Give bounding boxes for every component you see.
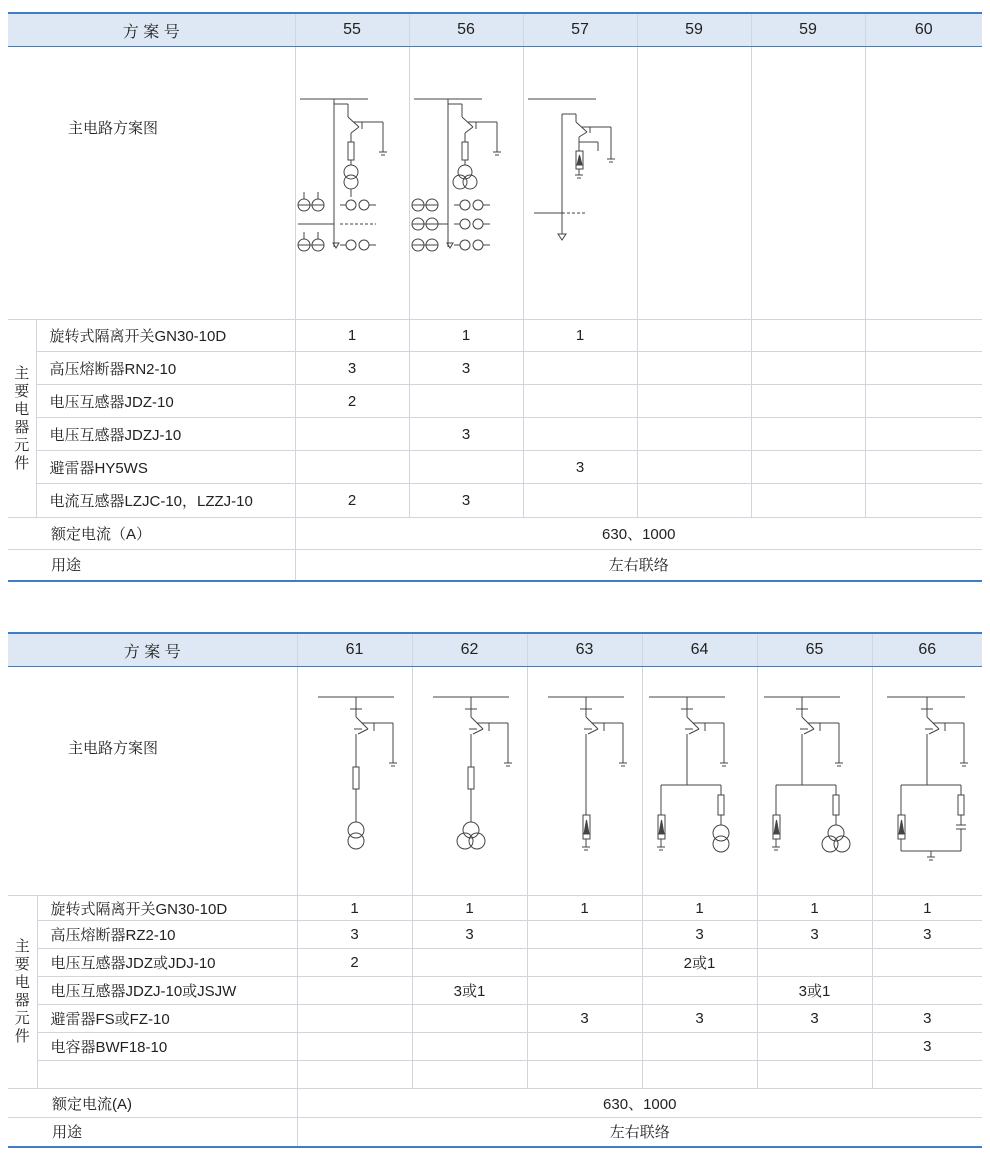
main-components-group-label: 主 要 电 器 元 件 [8, 320, 36, 518]
component-qty: 2 [297, 949, 412, 977]
component-qty: 1 [527, 896, 642, 921]
component-name: 电压互感器JDZ或JDJ-10 [37, 949, 297, 977]
component-qty: 3 [872, 1033, 982, 1061]
component-qty: 2 [295, 385, 409, 418]
scheme-number: 55 [295, 13, 409, 47]
component-qty [409, 385, 523, 418]
scheme-number: 60 [865, 13, 982, 47]
component-qty [412, 1033, 527, 1061]
scheme-number-header: 方 案 号 [8, 633, 297, 667]
usage-label: 用途 [37, 1118, 297, 1147]
component-name: 高压熔断器RN2-10 [36, 352, 295, 385]
circuit-diagram-56 [409, 47, 523, 320]
component-qty: 3 [872, 1005, 982, 1033]
scheme-table-1 [8, 12, 982, 582]
usage-label: 用途 [36, 550, 295, 581]
component-name: 电压互感器JDZ-10 [36, 385, 295, 418]
component-qty [412, 1005, 527, 1033]
component-qty [295, 418, 409, 451]
circuit-diagram-62 [412, 667, 527, 896]
scheme-number: 66 [872, 633, 982, 667]
component-qty [527, 1033, 642, 1061]
component-qty: 3 [527, 1005, 642, 1033]
component-qty: 3 [297, 921, 412, 949]
component-name [37, 1061, 297, 1089]
scheme-table-2 [8, 632, 982, 1148]
component-name: 高压熔断器RZ2-10 [37, 921, 297, 949]
component-qty [865, 451, 982, 484]
scheme-number: 59 [637, 13, 751, 47]
component-qty [642, 977, 757, 1005]
circuit-diagram-64 [642, 667, 757, 896]
component-qty [412, 1061, 527, 1089]
component-name: 电容器BWF18-10 [37, 1033, 297, 1061]
component-qty [637, 418, 751, 451]
diagram-label: 主电路方案图 [8, 667, 297, 896]
component-qty: 3 [642, 921, 757, 949]
component-qty [757, 1061, 872, 1089]
circuit-diagram-61 [297, 667, 412, 896]
component-qty [297, 1005, 412, 1033]
component-qty [523, 484, 637, 518]
spacer-cell [8, 1089, 37, 1118]
component-qty [865, 320, 982, 352]
component-qty: 1 [295, 320, 409, 352]
component-qty [751, 451, 865, 484]
scheme-number: 62 [412, 633, 527, 667]
scheme-number: 64 [642, 633, 757, 667]
component-qty [527, 977, 642, 1005]
component-qty [865, 484, 982, 518]
component-qty: 1 [757, 896, 872, 921]
circuit-diagram-63 [527, 667, 642, 896]
component-qty [637, 385, 751, 418]
rated-current-label: 额定电流(A) [37, 1089, 297, 1118]
component-qty [757, 949, 872, 977]
component-qty [751, 320, 865, 352]
component-name: 电压互感器JDZJ-10 [36, 418, 295, 451]
component-qty: 1 [642, 896, 757, 921]
component-qty [409, 451, 523, 484]
component-qty [527, 949, 642, 977]
component-qty [642, 1061, 757, 1089]
circuit-diagram-57 [523, 47, 637, 320]
scheme-number: 61 [297, 633, 412, 667]
circuit-diagram-66 [872, 667, 982, 896]
component-qty [297, 1033, 412, 1061]
scheme-number: 56 [409, 13, 523, 47]
main-components-group-label: 主 要 电 器 元 件 [8, 896, 37, 1089]
scheme-number-header: 方 案 号 [8, 13, 295, 47]
component-qty [872, 1061, 982, 1089]
component-name: 旋转式隔离开关GN30-10D [36, 320, 295, 352]
component-name: 电压互感器JDZJ-10或JSJW [37, 977, 297, 1005]
component-qty: 3 [757, 921, 872, 949]
component-name: 电流互感器LZJC-10，LZZJ-10 [36, 484, 295, 518]
component-qty [751, 418, 865, 451]
component-qty [751, 385, 865, 418]
component-name: 避雷器HY5WS [36, 451, 295, 484]
component-qty: 3或1 [412, 977, 527, 1005]
component-qty: 3 [295, 352, 409, 385]
component-qty: 2或1 [642, 949, 757, 977]
component-qty: 1 [523, 320, 637, 352]
component-qty: 1 [297, 896, 412, 921]
rated-current-label: 额定电流（A） [36, 518, 295, 550]
usage-value: 左右联络 [297, 1118, 982, 1147]
component-qty [751, 484, 865, 518]
circuit-diagram-65 [757, 667, 872, 896]
component-qty: 2 [295, 484, 409, 518]
component-qty [865, 385, 982, 418]
component-qty [637, 451, 751, 484]
component-qty: 1 [409, 320, 523, 352]
component-qty [523, 385, 637, 418]
component-qty: 3 [523, 451, 637, 484]
diagram-label: 主电路方案图 [8, 47, 295, 320]
component-qty [295, 451, 409, 484]
component-qty [297, 977, 412, 1005]
component-qty: 3 [757, 1005, 872, 1033]
component-qty: 1 [412, 896, 527, 921]
usage-value: 左右联络 [295, 550, 982, 581]
component-qty: 3 [409, 484, 523, 518]
component-qty [642, 1033, 757, 1061]
component-qty: 3 [409, 418, 523, 451]
scheme-number: 63 [527, 633, 642, 667]
component-qty [527, 921, 642, 949]
component-qty: 3 [642, 1005, 757, 1033]
component-qty [637, 484, 751, 518]
scheme-number: 57 [523, 13, 637, 47]
component-qty: 1 [872, 896, 982, 921]
component-qty [297, 1061, 412, 1089]
component-qty [865, 352, 982, 385]
component-qty [872, 949, 982, 977]
circuit-diagram-empty [637, 47, 751, 320]
component-qty [751, 352, 865, 385]
component-qty [527, 1061, 642, 1089]
component-qty [872, 977, 982, 1005]
component-qty: 3 [412, 921, 527, 949]
component-qty [637, 320, 751, 352]
component-qty: 3 [872, 921, 982, 949]
scheme-number: 65 [757, 633, 872, 667]
component-qty [865, 418, 982, 451]
circuit-diagram-empty [865, 47, 982, 320]
component-name: 避雷器FS或FZ-10 [37, 1005, 297, 1033]
component-qty [523, 418, 637, 451]
rated-current-value: 630、1000 [297, 1089, 982, 1118]
component-qty: 3 [409, 352, 523, 385]
spacer-cell [8, 1118, 37, 1147]
component-qty [637, 352, 751, 385]
component-qty [523, 352, 637, 385]
spacer-cell [8, 518, 36, 550]
spacer-cell [8, 550, 36, 581]
rated-current-value: 630、1000 [295, 518, 982, 550]
component-qty [757, 1033, 872, 1061]
scheme-number: 59 [751, 13, 865, 47]
component-qty: 3或1 [757, 977, 872, 1005]
circuit-diagram-empty [751, 47, 865, 320]
circuit-diagram-55 [295, 47, 409, 320]
component-qty [412, 949, 527, 977]
component-name: 旋转式隔离开关GN30-10D [37, 896, 297, 921]
